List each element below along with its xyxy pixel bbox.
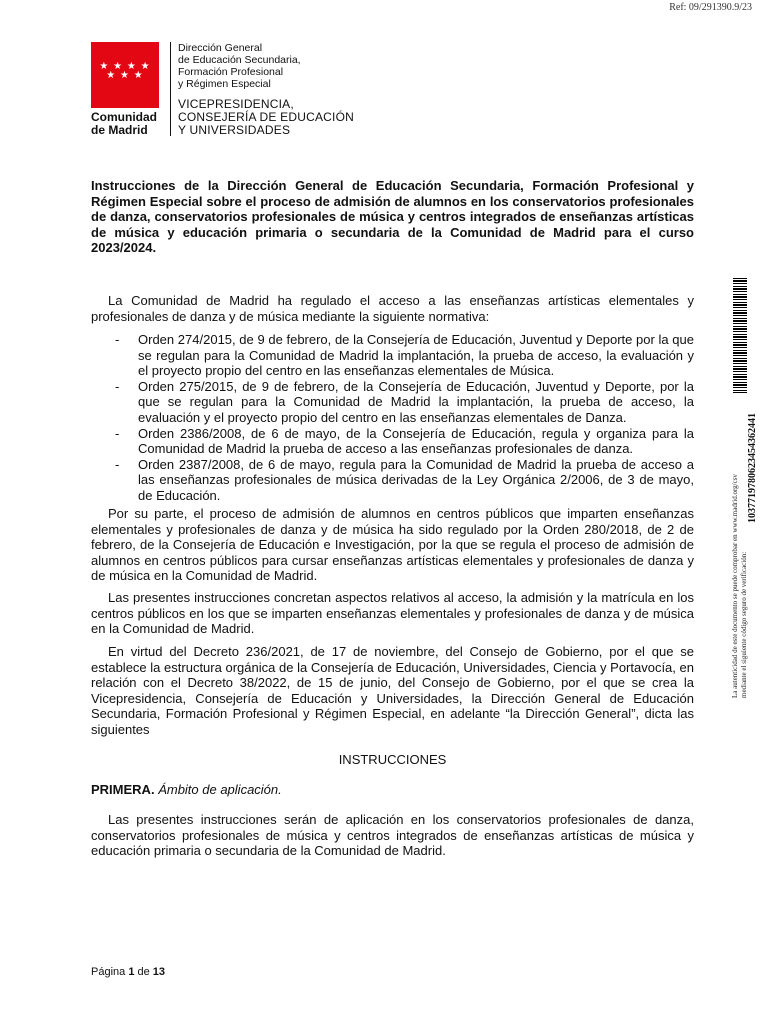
verification-sidebar	[731, 278, 761, 698]
list-dash: -	[115, 332, 120, 347]
list-item-text: Orden 274/2015, de 9 de febrero, de la Consejería de Educación, Juventud y Deporte por la que se regulan para la Comunidad de Madrid la implantación, la prueba de acceso, la evaluación y el proyecto propio del centro en las enseñanzas elementales de Música.	[138, 332, 694, 379]
ministry-line: Y UNIVERSIDADES	[178, 123, 291, 137]
ministry-line: VICEPRESIDENCIA,	[178, 97, 294, 111]
comunidad-madrid-logo	[91, 42, 159, 108]
list-item-text: Orden 2387/2008, de 6 de mayo, regula para la Comunidad de Madrid la prueba de acceso a las enseñanzas profesionales de música derivadas de la Ley Orgánica 2/2006, de 3 de mayo, de Educación.	[138, 456, 694, 503]
logo-name-line: de Madrid	[91, 123, 148, 137]
body-paragraph: Por su parte, el proceso de admisión de alumnos en centros públicos que imparten enseñanzas elementales y profesionales de danza y de música ha sido regulado por la Orden 280/2018, de 2 de febrero, de la Consejería de Educación e Investigación, por la que se regula el proceso de admisión de alumnos en centros públicos para cursar enseñanzas artísticas elementales y profesionales de danza y de música en la Comunidad de Madrid.	[91, 506, 694, 584]
list-item	[91, 379, 694, 426]
department-line: Dirección General	[178, 42, 263, 54]
stars-icon: ★ ★ ★ ★ ★ ★ ★	[99, 61, 151, 81]
verification-text	[731, 278, 761, 698]
intro-paragraph: La Comunidad de Madrid ha regulado el acceso a las enseñanzas artísticas elementales y profesionales de danza y de música mediante la siguiente normativa:	[91, 293, 694, 324]
list-item	[91, 332, 694, 379]
page-middle: de	[134, 966, 153, 978]
page-total: 13	[152, 966, 166, 978]
instruction-number: PRIMERA.	[91, 782, 155, 797]
page-current: 1	[128, 966, 135, 978]
verification-line: mediante el siguiente código seguro de verificación:	[740, 551, 748, 698]
department-line: de Educación Secundaria,	[178, 54, 301, 66]
letterhead	[91, 42, 391, 142]
verification-code: 1037719780623454362441	[747, 413, 758, 523]
body-paragraph: Las presentes instrucciones concretan aspectos relativos al acceso, la admisión y la matrícula en los centros públicos en los que se imparten enseñanzas elementales y profesionales de danza y de música en la Comunidad de Madrid.	[91, 590, 694, 637]
department-line: y Régimen Especial	[178, 78, 271, 90]
section-heading: INSTRUCCIONES	[338, 752, 447, 767]
regulation-list	[91, 332, 694, 504]
document-reference: Ref: 09/291390.9/23	[669, 2, 752, 13]
page-prefix: Página	[91, 966, 129, 978]
ministry-line: CONSEJERÍA DE EDUCACIÓN	[178, 110, 354, 124]
header-divider	[170, 42, 171, 136]
list-item	[91, 426, 694, 457]
list-item	[91, 457, 694, 504]
instruction-title: Ámbito de aplicación.	[158, 782, 282, 797]
list-item-text: Orden 275/2015, de 9 de febrero, de la Consejería de Educación, Juventud y Deporte, por la que se regulan para la Comunidad de Madrid la implantación, la prueba de acceso, la evaluación y el proyecto propio del centro en las enseñanzas elementales de Danza.	[138, 378, 694, 425]
instruction-paragraph: Las presentes instrucciones serán de aplicación en los conservatorios profesionales de danza, conservatorios profesionales de música y centros integrados de enseñanzas artísticas de música y educación primaria o secundaria de la Comunidad de Madrid.	[91, 812, 694, 859]
list-item-text: Orden 2386/2008, de 6 de mayo, de la Consejería de Educación, regula y organiza para la Comunidad de Madrid la prueba de acceso a las enseñanzas profesionales de danza.	[138, 425, 694, 457]
logo-name	[91, 111, 157, 137]
verification-line: La autenticidad de este documento se puede comprobar en www.madrid.org/csv	[731, 474, 739, 698]
list-dash: -	[115, 425, 120, 441]
ministry-name	[178, 98, 354, 137]
department-name	[178, 42, 301, 90]
instruction-heading	[91, 782, 282, 797]
logo-name-line: Comunidad	[91, 110, 157, 124]
page-number	[91, 966, 165, 978]
list-dash: -	[115, 456, 120, 472]
document-title: Instrucciones de la Dirección General de Educación Secundaria, Formación Profesional y Régimen Especial sobre el proceso de admisión de alumnos en los conservatorios profesionales de danza, conservatorios profesionales de música y centros integrados de enseñanzas artísticas de música y educación primaria o secundaria de la Comunidad de Madrid para el curso 2023/2024.	[91, 178, 694, 255]
department-line: Formación Profesional	[178, 66, 284, 78]
list-dash: -	[115, 378, 120, 394]
body-paragraph: En virtud del Decreto 236/2021, de 17 de noviembre, del Consejo de Gobierno, por el que se establece la estructura orgánica de la Consejería de Educación, Universidades, Ciencia y Portavocía, en relación con el Decreto 38/2022, de 15 de junio, del Consejo de Gobierno, por el que se crea la Vicepresidencia, Consejería de Educación y Universidades, la Dirección General de Educación Secundaria, Formación Profesional y Régimen Especial, en adelante “la Dirección General”, dicta las siguientes	[91, 644, 694, 737]
